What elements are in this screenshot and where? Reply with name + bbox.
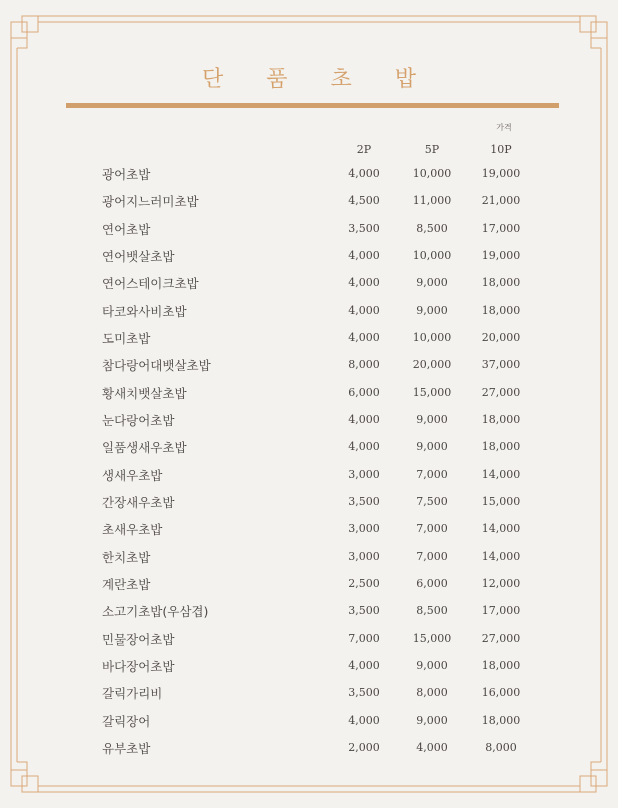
- price-10p: 18,000: [481, 713, 521, 727]
- menu-item-row: [0, 297, 618, 324]
- menu-item-row: [0, 215, 618, 242]
- menu-item-row: [0, 570, 618, 597]
- menu-item-name: 한치초밥: [102, 549, 151, 565]
- menu-item-name: 참다랑어대뱃살초밥: [102, 358, 211, 374]
- price-5p: 7,500: [416, 494, 448, 508]
- menu-item-row: [0, 160, 618, 187]
- price-5p: 7,000: [416, 522, 448, 536]
- menu-item-row: [0, 379, 618, 406]
- price-5p: 10,000: [412, 248, 452, 262]
- price-2p: 4,000: [348, 276, 380, 290]
- menu-item-name: 바다장어초밥: [102, 658, 175, 674]
- price-10p: 18,000: [481, 658, 521, 672]
- price-10p: 18,000: [481, 440, 521, 454]
- price-label: 가격: [496, 123, 512, 132]
- price-2p: 3,500: [348, 494, 380, 508]
- menu-item-row: [0, 652, 618, 679]
- menu-item-name: 생새우초밥: [102, 467, 163, 483]
- menu-item-row: [0, 515, 618, 542]
- price-10p: 18,000: [481, 412, 521, 426]
- price-5p: 8,000: [416, 686, 448, 700]
- price-10p: 8,000: [485, 740, 517, 754]
- menu-item-row: [0, 679, 618, 706]
- price-2p: 4,500: [348, 194, 380, 208]
- price-2p: 2,000: [348, 740, 380, 754]
- price-2p: 8,000: [348, 358, 380, 372]
- price-2p: 2,500: [348, 576, 380, 590]
- menu-item-row: [0, 597, 618, 624]
- price-5p: 10,000: [412, 167, 452, 180]
- price-2p: 3,000: [348, 549, 380, 563]
- menu-item-name: 일품생새우초밥: [102, 440, 187, 456]
- price-2p: 4,000: [348, 303, 380, 317]
- menu-item-name: 소고기초밥(우삼겹): [102, 604, 209, 620]
- price-5p: 8,500: [416, 221, 448, 235]
- menu-item-name: 눈다랑어초밥: [102, 412, 175, 428]
- price-2p: 7,000: [348, 631, 380, 645]
- menu-item-name: 광어지느러미초밥: [102, 194, 199, 210]
- menu-item-name: 연어스테이크초밥: [102, 276, 199, 292]
- column-header-2p: 2P: [356, 143, 372, 156]
- price-5p: 8,500: [416, 604, 448, 618]
- price-2p: 3,000: [348, 522, 380, 536]
- price-5p: 6,000: [416, 576, 448, 590]
- menu-item-name: 갈릭장어: [102, 713, 151, 729]
- column-header-5p: 5P: [424, 143, 440, 156]
- price-10p: 14,000: [481, 549, 521, 563]
- menu-item-name: 유부초밥: [102, 740, 151, 756]
- menu-item-row: [0, 433, 618, 460]
- price-5p: 9,000: [416, 412, 448, 426]
- price-10p: 18,000: [481, 276, 521, 290]
- menu-item-name: 간장새우초밥: [102, 494, 175, 510]
- menu-item-row: [0, 242, 618, 269]
- price-10p: 17,000: [481, 604, 521, 618]
- price-10p: 18,000: [481, 303, 521, 317]
- price-2p: 4,000: [348, 412, 380, 426]
- menu-item-row: [0, 488, 618, 515]
- menu-item-row: [0, 406, 618, 433]
- menu-item-name: 광어초밥: [102, 167, 151, 182]
- price-10p: 27,000: [481, 385, 521, 399]
- page-title: 단 품 초 밥: [202, 67, 434, 92]
- menu-item-name: 초새우초밥: [102, 522, 163, 538]
- price-5p: 9,000: [416, 658, 448, 672]
- price-10p: 21,000: [481, 194, 521, 208]
- menu-item-name: 갈릭가리비: [102, 686, 163, 702]
- menu-item-name: 도미초밥: [102, 330, 151, 346]
- price-10p: 20,000: [481, 330, 521, 344]
- price-10p: 19,000: [481, 167, 521, 180]
- price-5p: 9,000: [416, 276, 448, 290]
- menu-item-name: 황새치뱃살초밥: [102, 385, 187, 401]
- menu-item-name: 계란초밥: [102, 576, 151, 592]
- price-10p: 37,000: [481, 358, 521, 372]
- price-2p: 4,000: [348, 713, 380, 727]
- price-5p: 15,000: [412, 385, 452, 399]
- price-2p: 4,000: [348, 440, 380, 454]
- price-5p: 10,000: [412, 330, 452, 344]
- menu-item-row: [0, 734, 618, 761]
- price-10p: 17,000: [481, 221, 521, 235]
- price-5p: 4,000: [416, 740, 448, 754]
- price-5p: 15,000: [412, 631, 452, 645]
- price-10p: 27,000: [481, 631, 521, 645]
- price-5p: 9,000: [416, 440, 448, 454]
- menu-item-row: [0, 625, 618, 652]
- price-10p: 14,000: [481, 522, 521, 536]
- price-2p: 3,500: [348, 604, 380, 618]
- price-2p: 3,500: [348, 221, 380, 235]
- menu-item-row: [0, 324, 618, 351]
- price-5p: 9,000: [416, 713, 448, 727]
- price-2p: 4,000: [348, 248, 380, 262]
- price-10p: 16,000: [481, 686, 521, 700]
- price-10p: 12,000: [481, 576, 521, 590]
- column-header-10p: 10P: [490, 143, 512, 156]
- menu-item-name: 타코와사비초밥: [102, 303, 187, 319]
- price-5p: 20,000: [412, 358, 452, 372]
- price-2p: 3,500: [348, 686, 380, 700]
- price-5p: 9,000: [416, 303, 448, 317]
- price-2p: 3,000: [348, 467, 380, 481]
- menu-item-row: [0, 269, 618, 296]
- price-2p: 4,000: [348, 658, 380, 672]
- price-5p: 11,000: [412, 194, 452, 208]
- price-10p: 19,000: [481, 248, 521, 262]
- price-10p: 15,000: [481, 494, 521, 508]
- price-5p: 7,000: [416, 467, 448, 481]
- menu-item-row: [0, 461, 618, 488]
- menu-item-row: [0, 707, 618, 734]
- price-2p: 4,000: [348, 330, 380, 344]
- menu-item-name: 연어초밥: [102, 221, 151, 237]
- menu-item-row: [0, 187, 618, 214]
- title-divider: [66, 103, 559, 108]
- menu-item-row: [0, 351, 618, 378]
- menu-item-name: 민물장어초밥: [102, 631, 175, 647]
- price-2p: 4,000: [348, 167, 380, 180]
- price-5p: 7,000: [416, 549, 448, 563]
- menu-item-row: [0, 543, 618, 570]
- price-2p: 6,000: [348, 385, 380, 399]
- menu-item-name: 연어뱃살초밥: [102, 248, 175, 264]
- price-10p: 14,000: [481, 467, 521, 481]
- menu-list: [0, 160, 618, 761]
